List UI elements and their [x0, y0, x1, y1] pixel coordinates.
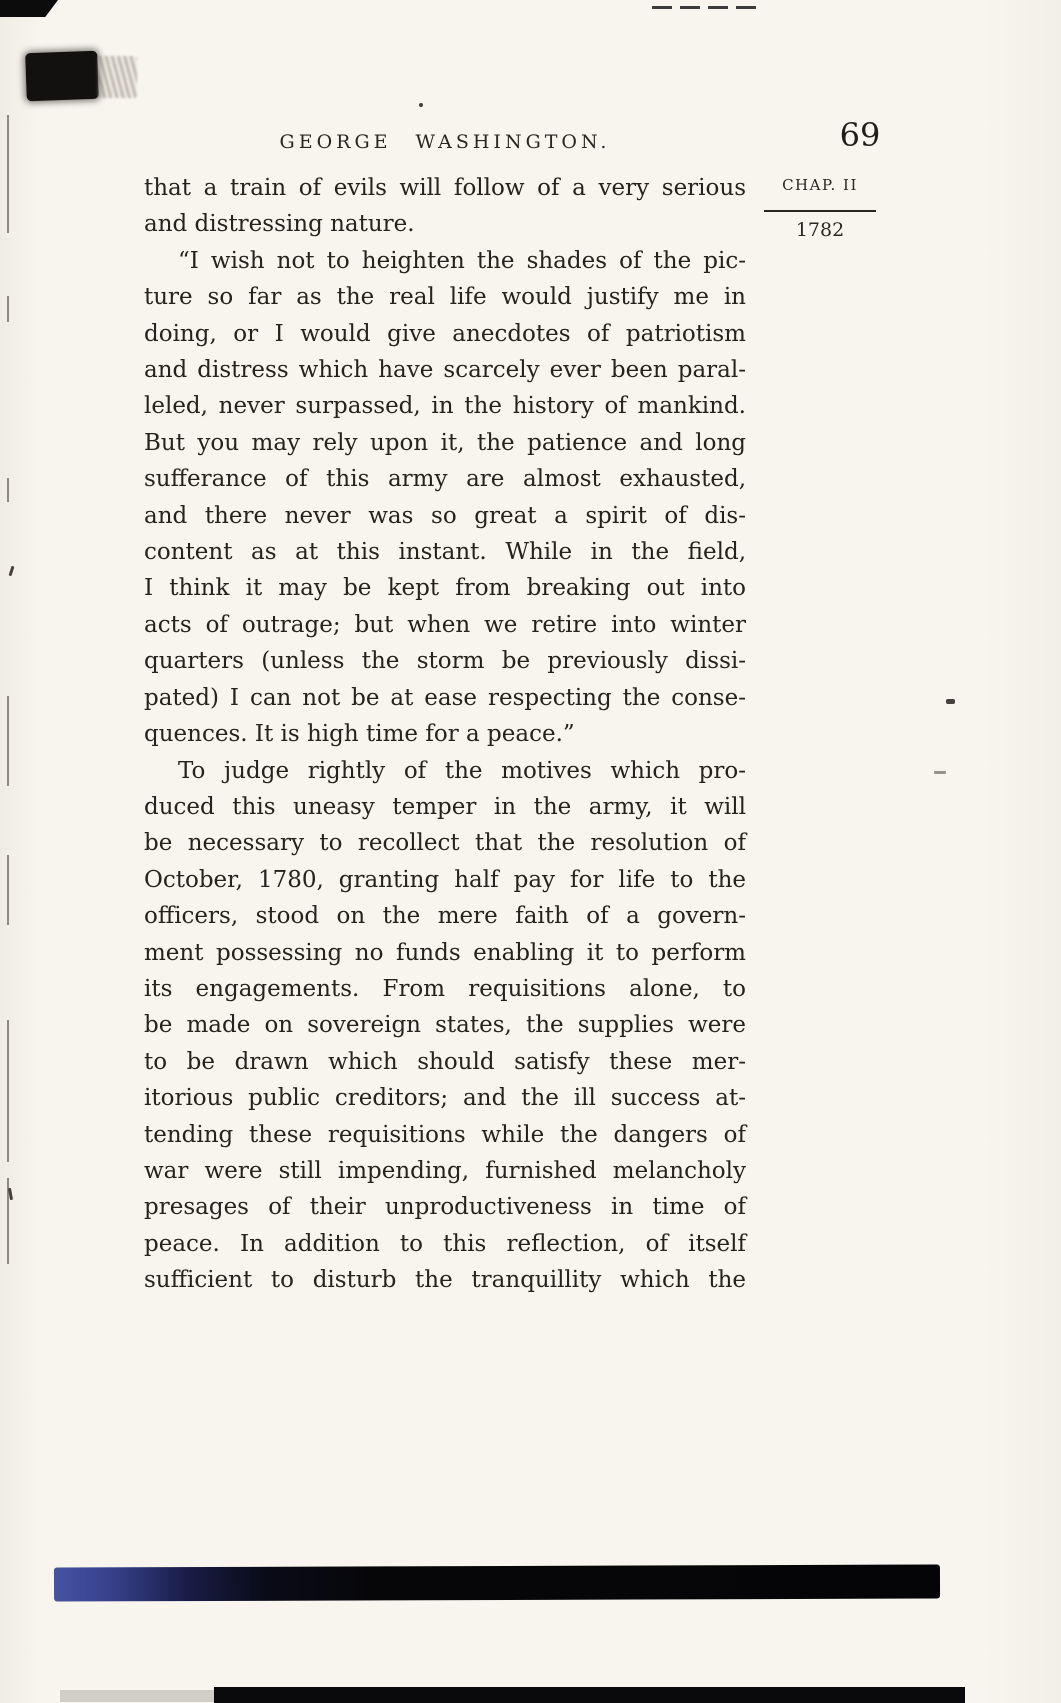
- scan-artifact-corner: [0, 0, 58, 17]
- margin-rule: [764, 210, 876, 212]
- scan-artifact-line: [7, 296, 9, 322]
- text-line: ture so far as the real life would justify me in: [144, 284, 746, 311]
- page-number: 69: [839, 116, 881, 154]
- text-line: “I wish not to heighten the shades of the pic-: [178, 247, 746, 274]
- scan-artifact-speck: [9, 566, 15, 576]
- text-line: But you may rely upon it, the patience and long: [144, 429, 746, 456]
- text-line: leled, never surpassed, in the history of mankind.: [144, 393, 746, 420]
- scan-artifact-bottom-band: [54, 1564, 940, 1601]
- scan-artifact-speck: [419, 103, 423, 107]
- text-line: officers, stood on the mere faith of a govern-: [144, 903, 746, 930]
- scan-artifact-line: [7, 1020, 9, 1162]
- text-line: content as at this instant. While in the field,: [144, 539, 746, 566]
- scan-artifact-speck: [946, 699, 955, 704]
- body-text: [144, 170, 746, 1299]
- scan-artifact-dashes: [652, 6, 764, 9]
- scan-artifact-bottom-edge: [214, 1687, 965, 1703]
- text-line: I think it may be kept from breaking out into: [144, 575, 746, 602]
- text-line: quences. It is high time for a peace.”: [144, 721, 575, 748]
- text-line: war were still impending, furnished melancholy: [144, 1157, 746, 1184]
- text-line: that a train of evils will follow of a very serious: [144, 175, 746, 201]
- text-line: tending these requisitions while the dangers of: [144, 1121, 746, 1148]
- text-line: October, 1780, granting half pay for life to the: [144, 866, 746, 893]
- text-line: be made on sovereign states, the supplies were: [144, 1012, 746, 1039]
- text-line: peace. In addition to this reflection, of itself: [144, 1230, 746, 1257]
- text-line: and there never was so great a spirit of dis-: [144, 502, 746, 529]
- text-line: doing, or I would give anecdotes of patriotism: [144, 320, 746, 347]
- scan-artifact-line: [7, 115, 9, 233]
- margin-year: 1782: [795, 219, 845, 241]
- margin-chapter-label: CHAP. II: [782, 176, 858, 194]
- scan-artifact-line: [7, 478, 9, 502]
- text-line: acts of outrage; but when we retire into winter: [144, 611, 746, 638]
- paragraph: [144, 243, 746, 753]
- text-line: and distress which have scarcely ever been paral-: [144, 357, 746, 384]
- text-line: To judge rightly of the motives which pro-: [178, 757, 746, 784]
- text-line: and distressing nature.: [144, 211, 415, 238]
- text-line: to be drawn which should satisfy these mer-: [144, 1048, 746, 1075]
- text-line: duced this uneasy temper in the army, it will: [144, 793, 746, 820]
- running-head: GEORGE WASHINGTON.: [279, 131, 611, 153]
- scan-artifact-speck: [8, 1188, 13, 1200]
- text-line: sufferance of this army are almost exhausted,: [144, 466, 746, 493]
- paragraph: [144, 170, 746, 243]
- scan-artifact-line: [7, 855, 9, 925]
- text-line: be necessary to recollect that the resolution of: [144, 830, 746, 857]
- text-line: sufficient to disturb the tranquillity which the: [144, 1267, 746, 1294]
- text-line: itorious public creditors; and the ill success at-: [144, 1085, 746, 1112]
- text-line: presages of their unproductiveness in time of: [144, 1194, 746, 1221]
- scan-artifact-bottom-edge-left: [60, 1690, 214, 1702]
- scan-artifact-ink-blob: [25, 51, 99, 101]
- text-line: ment possessing no funds enabling it to perform: [144, 939, 746, 966]
- text-line: pated) I can not be at ease respecting the conse-: [144, 684, 746, 711]
- scan-artifact-smudge: [97, 56, 137, 98]
- scan-artifact-speck: [934, 771, 946, 774]
- text-line: quarters (unless the storm be previously dissi-: [144, 648, 746, 675]
- paragraph: [144, 753, 746, 1299]
- text-line: its engagements. From requisitions alone, to: [144, 975, 746, 1002]
- scan-artifact-line: [7, 696, 9, 786]
- scan-artifact-line: [7, 1178, 9, 1264]
